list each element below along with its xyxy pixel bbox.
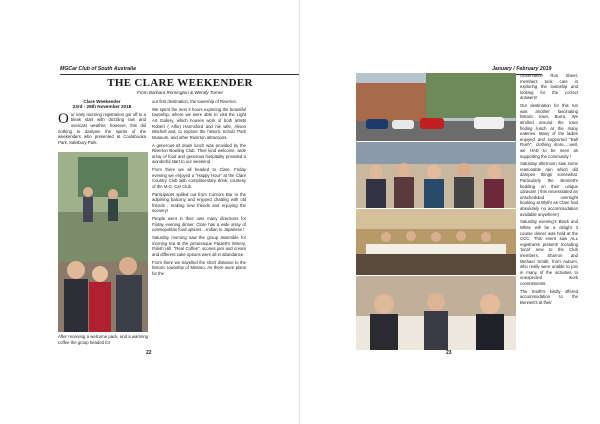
paragraph: Our destination for this run was another fascinating historic town, Burra. We strolled around the town finding lunch at the many eateries. Many of the ladies enjoyed and supported "Bull Rush", clothing store.....well, we HAD to be seen as supporting the community !: [520, 103, 578, 159]
paragraph: Saturday afternoon saw some reasonable rain which did dampen things somewhat. Particularly the Bennett's bedding on their unique caravan! ( this necessitated an unscheduled overnight booking at Blyth! as Clare had absolutely no accommodation available anywhere!): [520, 161, 578, 217]
right-column: [520, 73, 578, 308]
paragraph: A generous sit down lunch was provided by the Riverton Bowling Club. Their kind welcome, wide array of food and generous hospitality provided a wonderful start to our weekend.: [152, 142, 246, 165]
paragraph: our first destination, the township of Riverton.: [152, 99, 238, 104]
paragraph: Saturday morning saw the group assemble for morning tea at the picturesque Paulett's Winery, Polish Hill. "Real Coffee", scones jam and cream and different cake options were all in abundance.: [152, 235, 246, 257]
article-title: THE CLARE WEEKENDER: [107, 77, 253, 89]
photo-dinner-hall: [356, 209, 516, 275]
issue-header: January / February 2019: [492, 66, 552, 72]
page-number: 22: [146, 350, 152, 356]
subhead: [58, 99, 146, 110]
club-header: MGCar Club of South Australia: [60, 66, 136, 72]
right-page: [300, 0, 600, 424]
photo-group-coffee: [58, 152, 148, 332]
intro-paragraph: [58, 112, 146, 146]
photo1-caption: [58, 334, 148, 347]
paragraph: Observation Run Sheet, members took care in exploring the township and looking for the correct answers!: [520, 73, 578, 101]
paragraph: The Smith's kindly offered accommodation to the Bennett's at their: [520, 288, 578, 305]
left-column-2: [152, 99, 246, 279]
drop-cap: O: [58, 110, 69, 127]
paragraph: From there we travelled the short distance to the historic township of Mintaro. As there were plans for the: [152, 259, 246, 276]
header-rule: [60, 74, 300, 75]
paragraph: Participants spilled out from Conrors Bar to the adjoining balcony and enjoyed chatting with old friends , making new friends and enjoying the scenery!: [152, 191, 246, 214]
paragraph: Saturday evening's Black and White will be a delight 3 course dinner was held at the CCC. This event saw ALL registrants present! Including 'local' new to the Club members, Sharron and Michael Smith, from Auburn, who really were unable to join in many of the activities to unexpected work commitments.: [520, 219, 578, 286]
subhead-title: Clare Weekender: [83, 99, 121, 104]
subhead-dates: 23rd - 25th November 2018: [72, 104, 132, 110]
photo-dinner-guests: [356, 276, 516, 350]
photo-street-cars: [356, 73, 516, 141]
photo-group-table: [356, 142, 516, 208]
paragraph: We spent the next 3 hours exploring the beautiful township, where we were able to visit the Light Art Gallery, which houses work of both artists Robert ( Alfie) Harmsford and his wife, Alison Mitchell and, to explore the historic Scholz Park Museum, and other Riverton attractions.: [152, 106, 246, 140]
left-column-1: [58, 99, 146, 148]
caption-text: After receiving a welcome pack, and a warming coffee the group headed for: [58, 334, 148, 345]
paragraph: From there we all headed to Clare. Friday evening we enjoyed a "Happy Hour" at the Clare Country Club with complimentary drink, courtesy of the M.G. Car Club.: [152, 167, 246, 189]
page-number: 23: [446, 350, 452, 356]
intro-text: ur early morning registration got off to a bleak start with drizzling rain and overcast weather, however, this did nothing to dampen the spirits of the weekenders who presented at Coolabooka Park, Salisbury Park.: [58, 111, 146, 145]
byline: From Barbara Remington & Wendy Turner: [136, 90, 224, 95]
paragraph: People went in their own many directions for Friday evening dinner. Clare has a wide array of cosmopolitan food options....Indian to Japanese !: [152, 216, 246, 233]
